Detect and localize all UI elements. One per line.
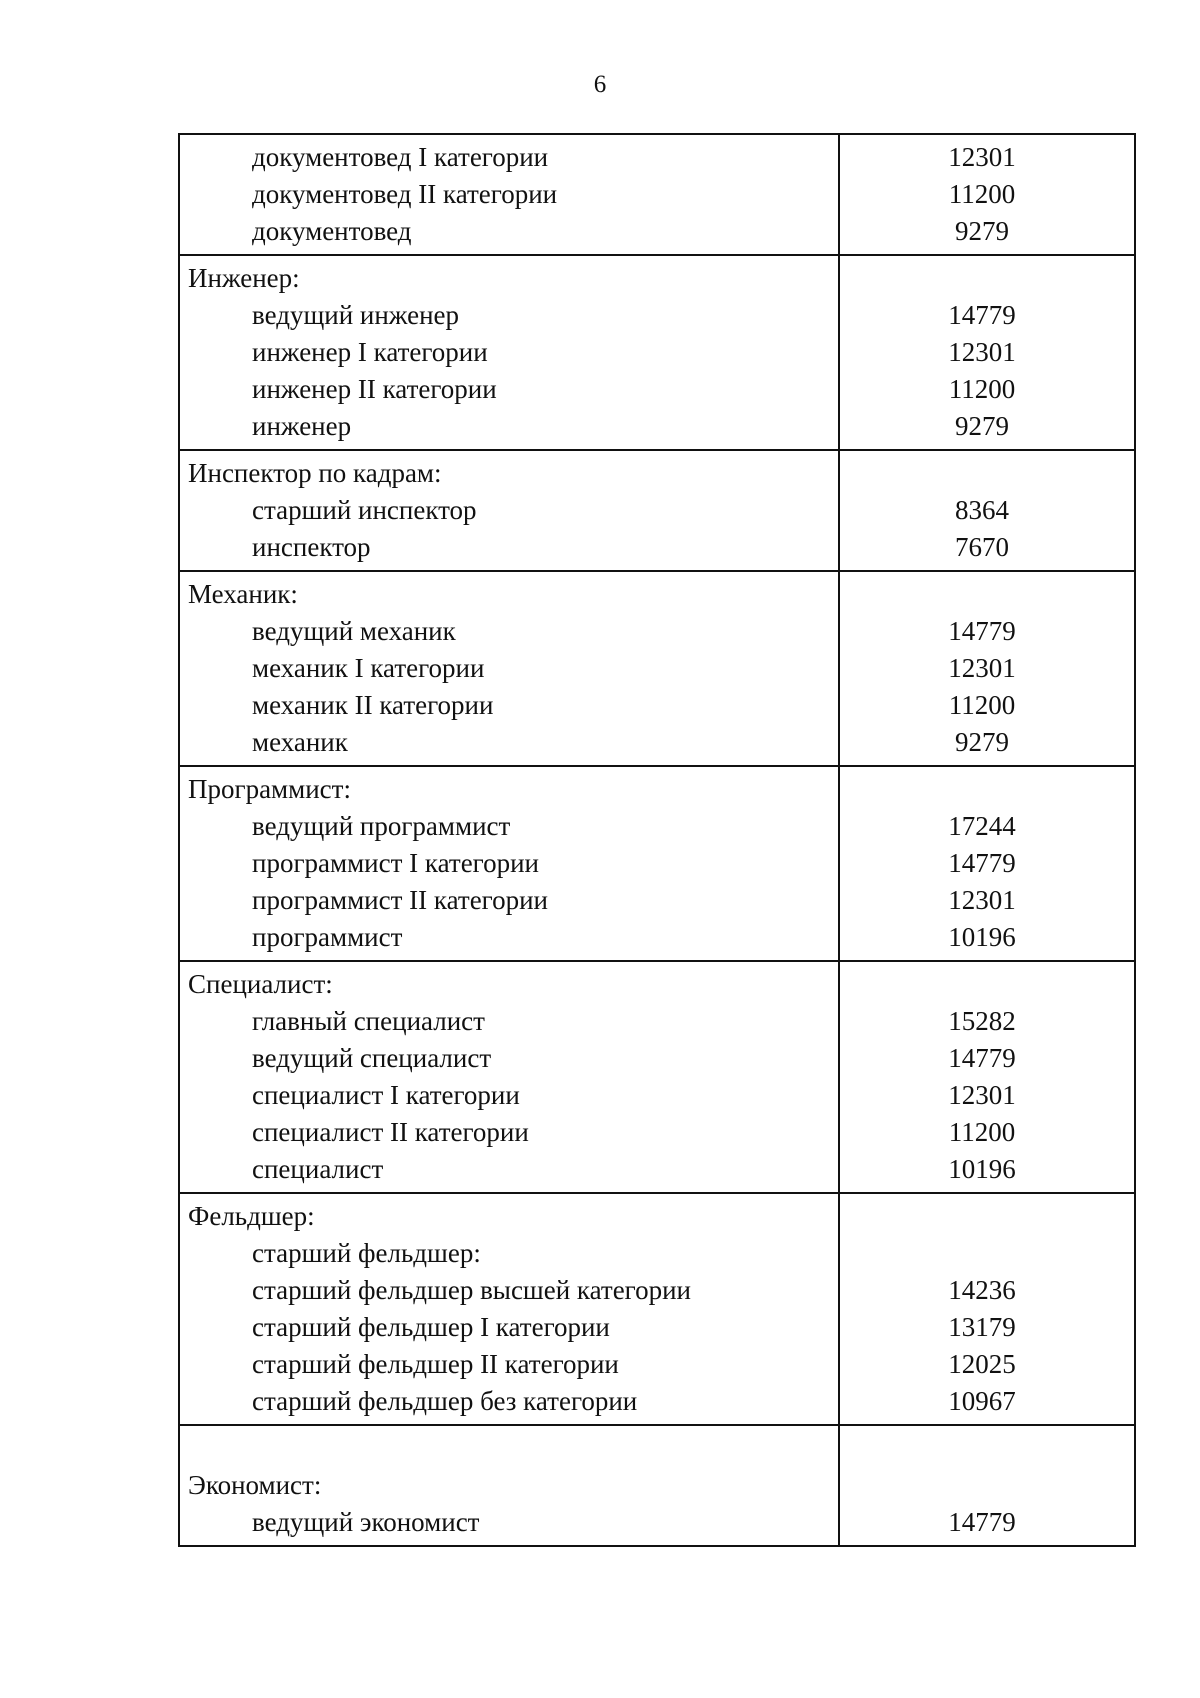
position-column	[180, 451, 840, 570]
position-label: главный специалист	[252, 1006, 485, 1036]
position-label: инспектор	[252, 532, 371, 562]
salary-value: 11200	[948, 374, 1016, 404]
salary-value: 7670	[955, 532, 1009, 562]
salary-value: 17244	[948, 811, 1016, 841]
salary-value: 14779	[948, 300, 1016, 330]
group-header: Программист:	[188, 774, 351, 804]
table-group	[180, 449, 1134, 570]
position-column	[180, 256, 840, 449]
salary-column	[840, 1194, 1134, 1424]
table-group	[180, 254, 1134, 449]
group-header: Инспектор по кадрам:	[188, 458, 442, 488]
salary-value: 12025	[948, 1349, 1016, 1379]
salary-column	[840, 767, 1134, 960]
salary-value: 9279	[955, 727, 1009, 757]
salary-value: 9279	[955, 411, 1009, 441]
salary-column	[840, 135, 1134, 254]
position-label: механик II категории	[252, 690, 494, 720]
position-label: старший фельдшер высшей категории	[252, 1275, 691, 1305]
group-header: Специалист:	[188, 969, 333, 999]
position-label: старший инспектор	[252, 495, 477, 525]
empty-cell	[840, 771, 1134, 808]
salary-value: 13179	[948, 1312, 1016, 1342]
position-label: старший фельдшер без категории	[252, 1386, 638, 1416]
table-group	[180, 1424, 1134, 1545]
salary-column	[840, 962, 1134, 1192]
empty-cell	[840, 966, 1134, 1003]
salary-table	[178, 133, 1136, 1547]
position-label: специалист II категории	[252, 1117, 529, 1147]
salary-value: 10196	[948, 1154, 1016, 1184]
position-column	[180, 962, 840, 1192]
blank-line	[840, 1430, 1134, 1467]
table-group	[180, 1192, 1134, 1424]
table-group	[180, 135, 1134, 254]
position-label: программист	[252, 922, 403, 952]
salary-value: 12301	[948, 142, 1016, 172]
table-group	[180, 960, 1134, 1192]
position-column	[180, 767, 840, 960]
salary-column	[840, 451, 1134, 570]
salary-value: 14236	[948, 1275, 1016, 1305]
page-number: 6	[593, 71, 607, 98]
position-label: ведущий экономист	[252, 1507, 480, 1537]
position-column	[180, 572, 840, 765]
salary-value	[840, 1235, 1134, 1272]
table-group	[180, 570, 1134, 765]
empty-cell	[840, 455, 1134, 492]
empty-cell	[840, 576, 1134, 613]
salary-value: 12301	[948, 653, 1016, 683]
table-group	[180, 765, 1134, 960]
salary-value: 14779	[948, 1507, 1016, 1537]
salary-value: 10196	[948, 922, 1016, 952]
position-label: документовед	[252, 216, 412, 246]
blank-line	[188, 1430, 838, 1467]
position-label: специалист	[252, 1154, 384, 1184]
position-label: механик	[252, 727, 348, 757]
group-header: Механик:	[188, 579, 298, 609]
position-column	[180, 1194, 840, 1424]
position-label: старший фельдшер:	[252, 1238, 481, 1268]
position-label: старший фельдшер I категории	[252, 1312, 610, 1342]
position-column	[180, 135, 840, 254]
position-label: документовед II категории	[252, 179, 558, 209]
salary-value: 9279	[955, 216, 1009, 246]
salary-value: 8364	[955, 495, 1009, 525]
salary-value: 11200	[948, 179, 1016, 209]
salary-value: 14779	[948, 1043, 1016, 1073]
position-label: программист II категории	[252, 885, 548, 915]
position-column	[180, 1426, 840, 1545]
salary-value: 14779	[948, 848, 1016, 878]
position-label: ведущий специалист	[252, 1043, 492, 1073]
group-header: Экономист:	[188, 1470, 322, 1500]
salary-column	[840, 572, 1134, 765]
salary-value: 11200	[948, 1117, 1016, 1147]
position-label: документовед I категории	[252, 142, 549, 172]
position-label: программист I категории	[252, 848, 539, 878]
salary-column	[840, 256, 1134, 449]
salary-column	[840, 1426, 1134, 1545]
position-label: старший фельдшер II категории	[252, 1349, 619, 1379]
salary-value: 12301	[948, 885, 1016, 915]
salary-value: 14779	[948, 616, 1016, 646]
position-label: механик I категории	[252, 653, 485, 683]
position-label: инженер II категории	[252, 374, 497, 404]
position-label: инженер I категории	[252, 337, 488, 367]
salary-value: 10967	[948, 1386, 1016, 1416]
salary-value: 12301	[948, 337, 1016, 367]
group-header: Фельдшер:	[188, 1201, 315, 1231]
empty-cell	[840, 1198, 1134, 1235]
empty-cell	[840, 260, 1134, 297]
position-label: специалист I категории	[252, 1080, 520, 1110]
position-label: ведущий инженер	[252, 300, 460, 330]
position-label: ведущий программист	[252, 811, 511, 841]
position-label: ведущий механик	[252, 616, 456, 646]
salary-value: 15282	[948, 1006, 1016, 1036]
salary-value: 11200	[948, 690, 1016, 720]
empty-cell	[840, 1467, 1134, 1504]
group-header: Инженер:	[188, 263, 300, 293]
salary-value: 12301	[948, 1080, 1016, 1110]
position-label: инженер	[252, 411, 352, 441]
